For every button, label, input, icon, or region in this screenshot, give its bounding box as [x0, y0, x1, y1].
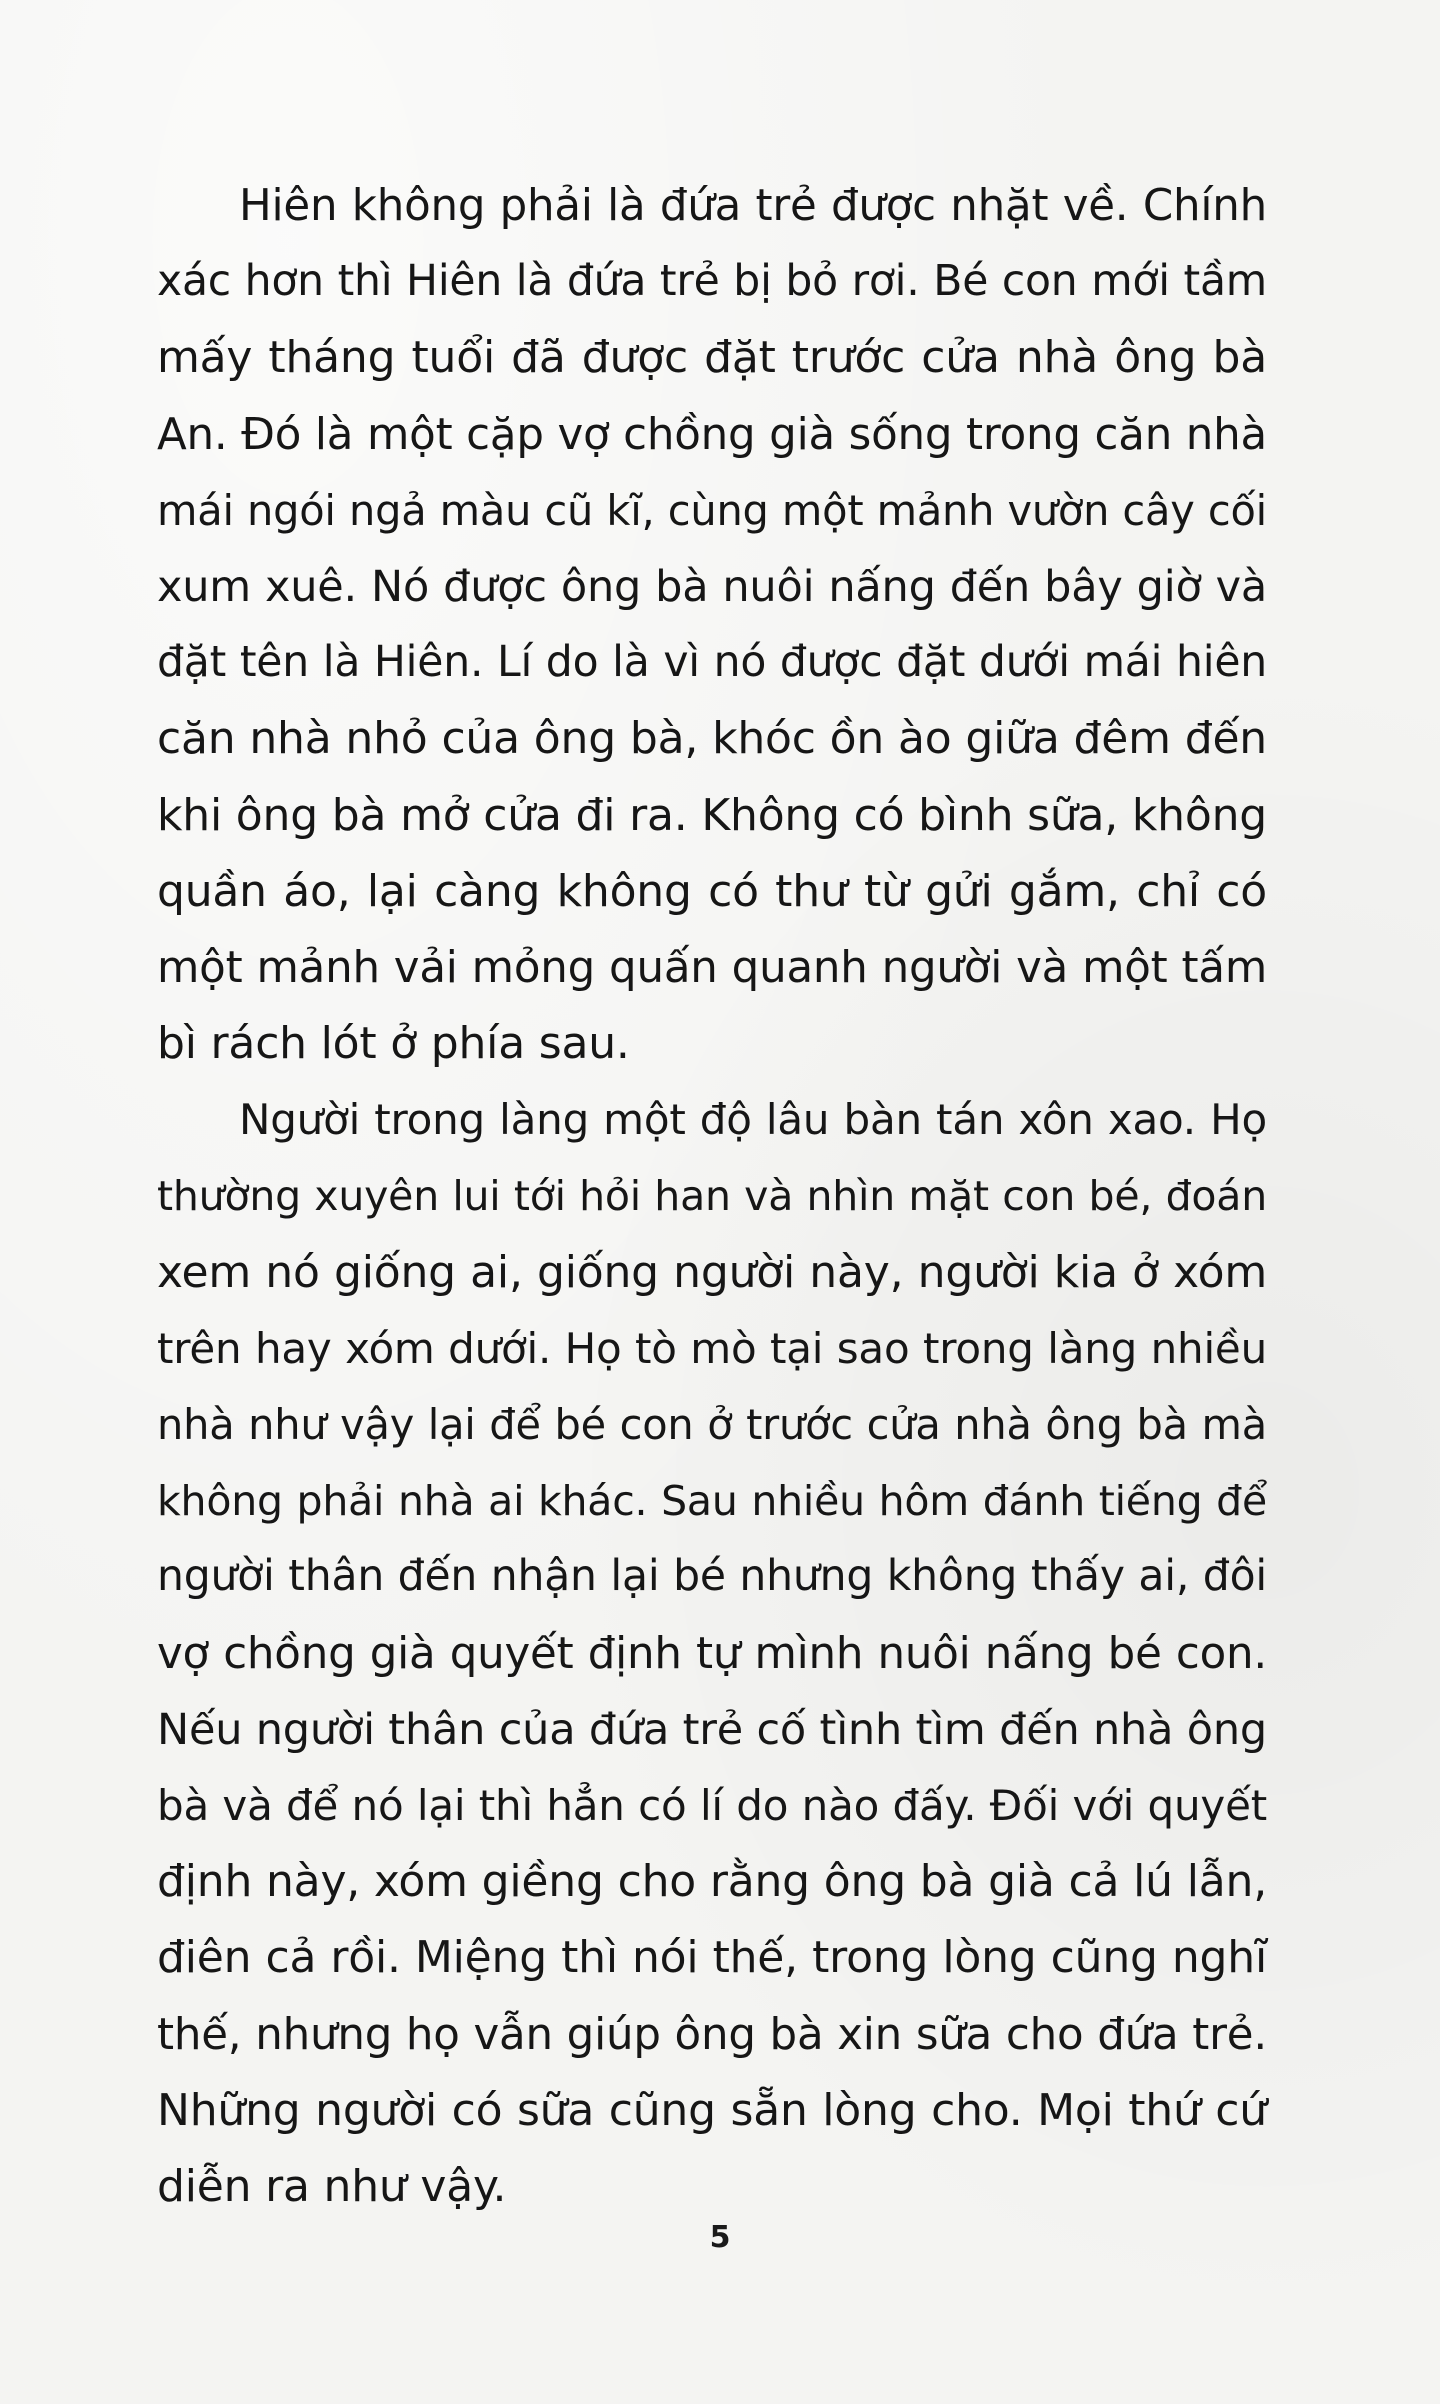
text-line: xác hơn thì Hiên là đứa trẻ bị bỏ rơi. Bé con mới tầm — [157, 257, 1267, 307]
body-text — [157, 168, 1267, 2225]
text-line: vợ chồng già quyết định tự mình nuôi nấng bé con. — [157, 1628, 1267, 1679]
text-line: nhà như vậy lại để bé con ở trước cửa nhà ông bà mà — [157, 1400, 1267, 1449]
text-line: định này, xóm giềng cho rằng ông bà già cả lú lẫn, — [157, 1856, 1267, 1908]
text-line: Người trong làng một độ lâu bàn tán xôn xao. Họ — [239, 1095, 1267, 1145]
text-line: mái ngói ngả màu cũ kĩ, cùng một mảnh vườn cây cối — [157, 485, 1267, 535]
paragraph-2 — [157, 1082, 1267, 2225]
text-line: người thân đến nhận lại bé nhưng không thấy ai, đôi — [157, 1552, 1267, 1602]
text-line: thường xuyên lui tới hỏi han và nhìn mặt con bé, đoán — [157, 1172, 1267, 1221]
text-line: không phải nhà ai khác. Sau nhiều hôm đánh tiếng để — [157, 1477, 1267, 1526]
text-line: An. Đó là một cặp vợ chồng già sống trong căn nhà — [157, 409, 1267, 460]
text-line: thế, nhưng họ vẫn giúp ông bà xin sữa cho đứa trẻ. — [157, 2009, 1267, 2060]
text-line: bà và để nó lại thì hẳn có lí do nào đấy. Đối với quyết — [157, 1780, 1267, 1830]
text-line: Hiên không phải là đứa trẻ được nhặt về. Chính — [239, 181, 1267, 231]
text-line: quần áo, lại càng không có thư từ gửi gắm, chỉ có — [157, 865, 1267, 917]
paragraph-1 — [157, 168, 1267, 1082]
text-line: Những người có sữa cũng sẵn lòng cho. Mọi thứ cứ — [157, 2084, 1267, 2136]
text-line: đặt tên là Hiên. Lí do là vì nó được đặt dưới mái hiên — [157, 638, 1267, 688]
text-line: bì rách lót ở phía sau. — [157, 1018, 630, 1070]
text-line: Nếu người thân của đứa trẻ cố tình tìm đến nhà ông — [157, 1704, 1267, 1755]
text-line: trên hay xóm dưới. Họ tò mò tại sao trong làng nhiều — [157, 1323, 1267, 1373]
text-line: khi ông bà mở cửa đi ra. Không có bình sữa, không — [157, 789, 1267, 841]
text-line: xem nó giống ai, giống người này, người kia ở xóm — [157, 1246, 1267, 1298]
page-number: 5 — [709, 2220, 731, 2255]
text-line: xum xuê. Nó được ông bà nuôi nấng đến bây giờ và — [157, 561, 1267, 612]
text-line: mấy tháng tuổi đã được đặt trước cửa nhà ông bà — [157, 332, 1267, 384]
text-line: căn nhà nhỏ của ông bà, khóc ồn ào giữa đêm đến — [157, 713, 1267, 765]
text-line: một mảnh vải mỏng quấn quanh người và một tấm — [157, 942, 1267, 993]
text-line: diễn ra như vậy. — [157, 2160, 507, 2212]
text-line: điên cả rồi. Miệng thì nói thế, trong lòng cũng nghĩ — [157, 1932, 1267, 1984]
